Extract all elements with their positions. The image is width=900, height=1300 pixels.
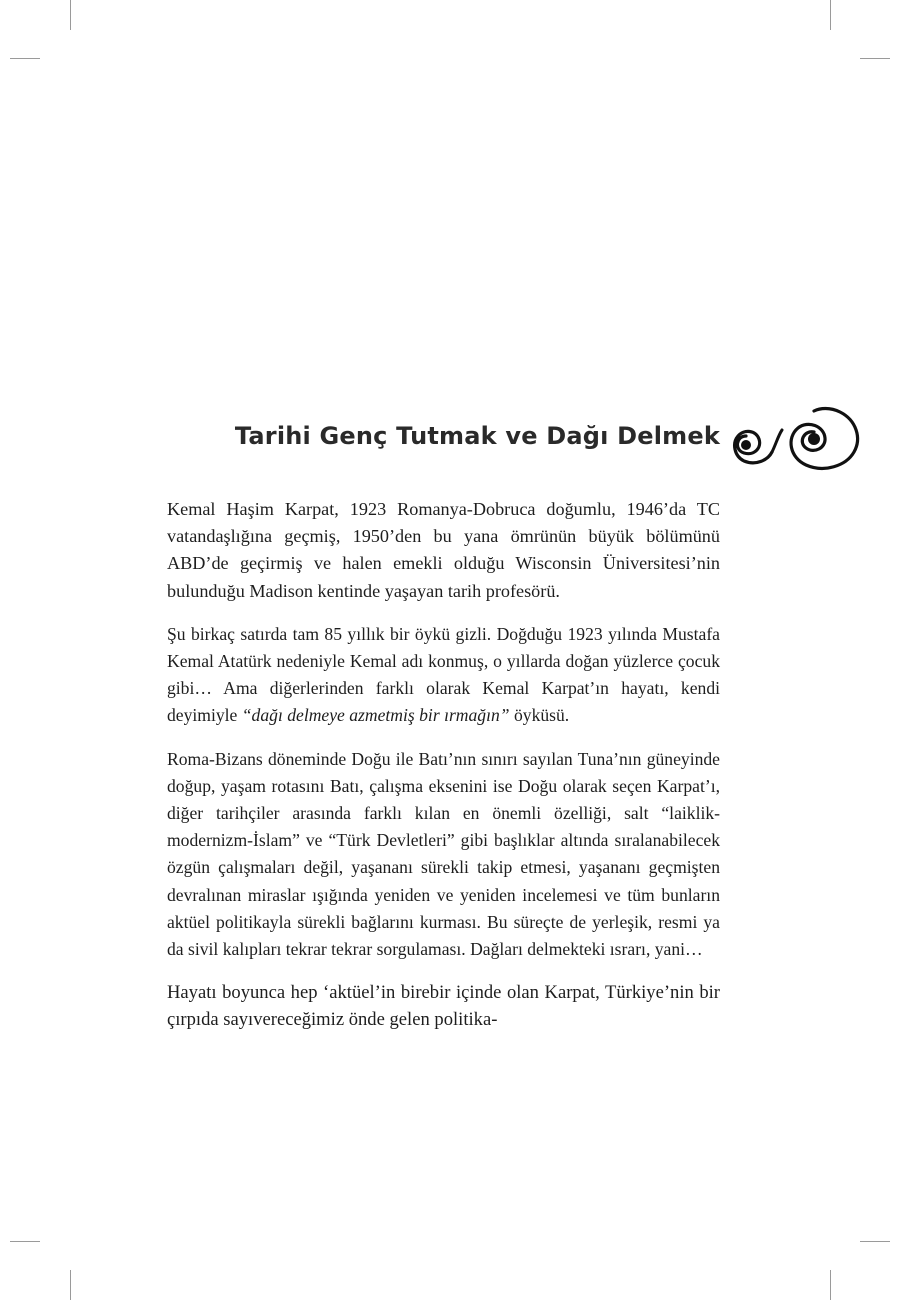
chapter-title: Tarihi Genç Tutmak ve Dağı Delmek [234, 422, 720, 450]
paragraph-2 [167, 621, 720, 730]
paragraph-4: Hayatı boyunca hep ‘aktüel’in birebir içinde olan Karpat, Türkiye’nin bir çırpıda sayıvereceğimiz önde gelen politika- [167, 982, 720, 1031]
paragraph-3: Roma-Bizans döneminde Doğu ile Batı’nın sınırı sayılan Tuna’nın güneyinde doğup, yaşam rotasını Batı, çalışma eksenini ise Doğu olarak seçen Karpat’ı, diğer tarihçiler arasında farklı kılan en önemli özelliği, salt “laiklik-modernizm-İslam” ve “Türk Devletleri” gibi başlıklar altında sıralanabilecek özgün çalışmaları değil, yaşananı sürekli takip etmesi, yaşananı geçmişten devralınan miraslar ışığında yeniden ve yeniden incelemesi ve tüm bunların aktüel politikayla sürekli bağlarını kurması. Bu süreçte de yerleşik, resmi ya da sivil kalıpları tekrar tekrar sorgulaması. Dağları delmekteki ısrarı, yani… [167, 748, 720, 960]
crop-mark-top-right [830, 0, 831, 30]
paragraph-2-end: öyküsü. [509, 705, 570, 726]
paragraph-2-text: Şu birkaç satırda tam 85 yıllık bir öykü gizli. Doğduğu 1923 yılında Mustafa Kemal Atatürk nedeniyle Kemal adı konmuş, o yıllarda doğan yüzlerce çocuk gibi… Ama diğerlerinden farklı olarak Kemal Karpat’ın hayatı, kendi deyimiyle [167, 623, 720, 726]
crop-mark-bottom-left [70, 1270, 71, 1300]
body-text [167, 496, 720, 1050]
crop-mark-bottom-right [830, 1270, 831, 1300]
crop-mark-top-left-h [10, 58, 40, 59]
crop-mark-top-left [70, 0, 71, 30]
spiral-ornament-icon [728, 400, 864, 480]
crop-mark-bottom-left-h [10, 1241, 40, 1242]
crop-mark-bottom-right-h [860, 1241, 890, 1242]
paragraph-1: Kemal Haşim Karpat, 1923 Romanya-Dobruca doğumlu, 1946’da TC vatandaşlığına geçmiş, 1950’den bu yana ömrünün büyük bölümünü ABD’de geçirmiş ve halen emekli olduğu Wisconsin Üniversitesi’nin bulunduğu Madison kentinde yaşayan tarih profesörü. [167, 499, 720, 601]
crop-mark-top-right-h [860, 58, 890, 59]
paragraph-2-quote: “dağı delmeye azmetmiş bir ırmağın” [241, 705, 510, 726]
